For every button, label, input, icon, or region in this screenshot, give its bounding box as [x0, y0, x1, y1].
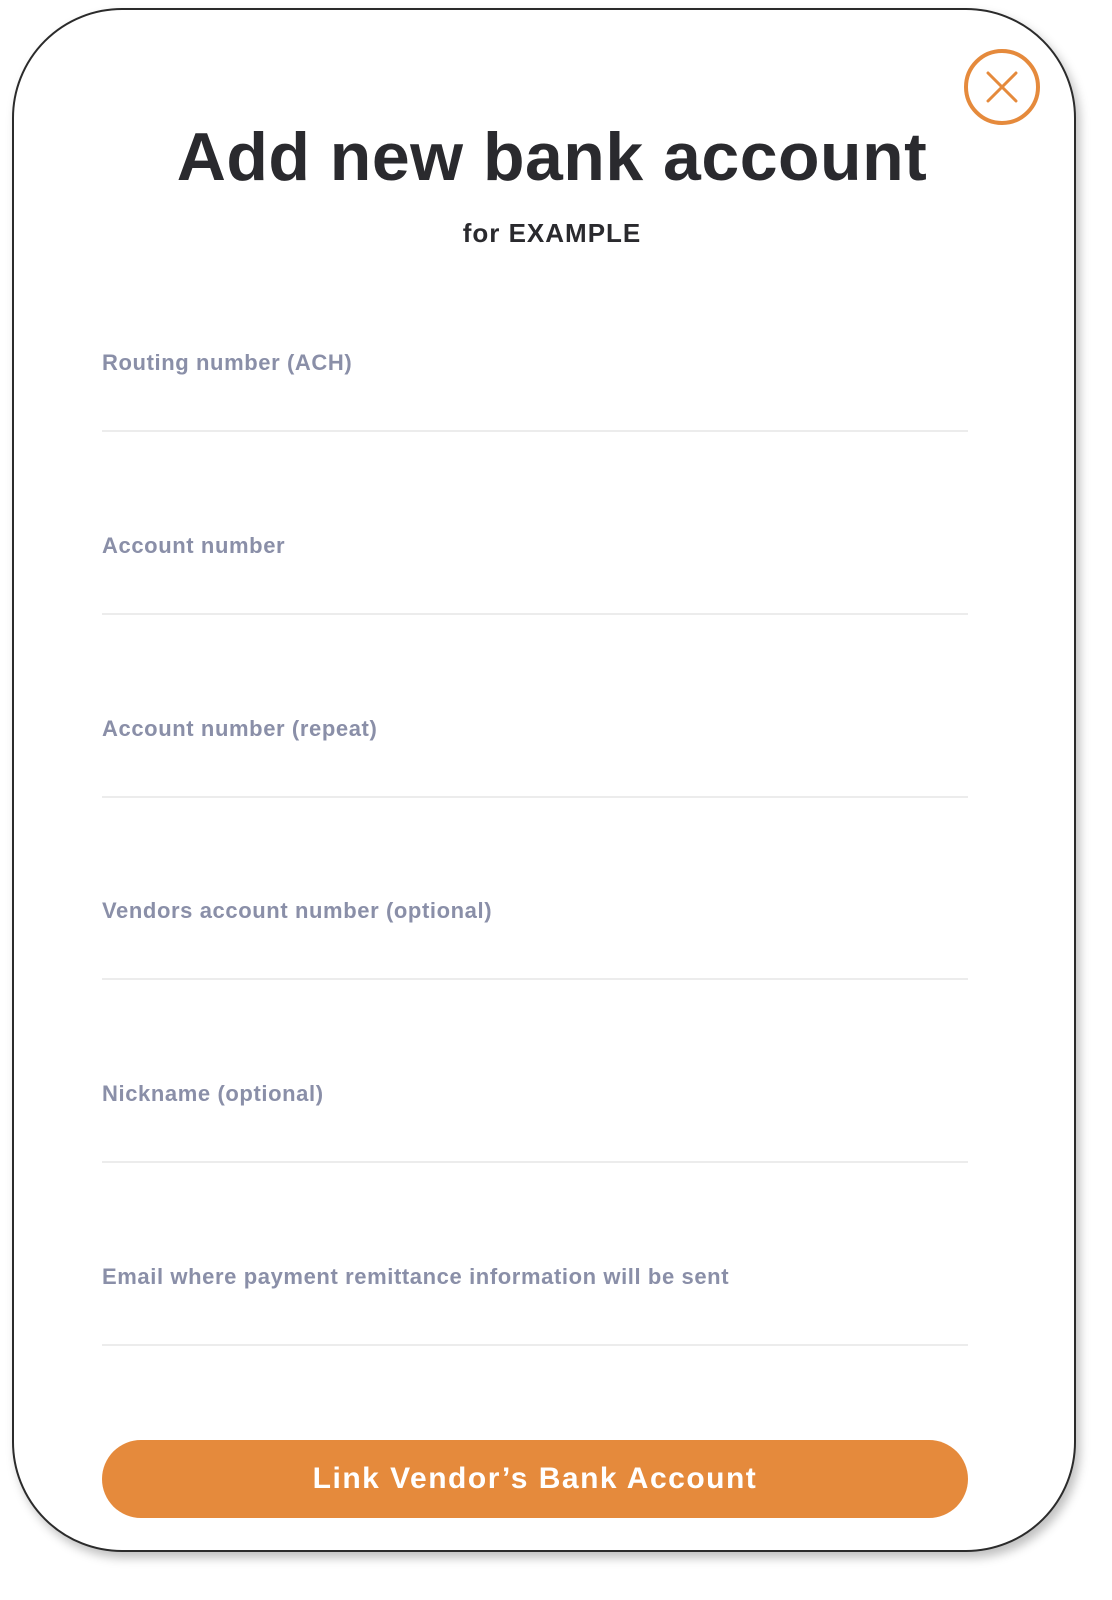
account-number-label: Account number [102, 533, 286, 558]
routing-number-input[interactable] [102, 386, 968, 432]
routing-number-field [102, 348, 970, 458]
nickname-field [102, 1079, 970, 1189]
account-number-repeat-field [102, 714, 970, 824]
remittance-email-field [102, 1262, 970, 1372]
vendors-account-number-field [102, 896, 970, 1006]
close-icon [985, 70, 1019, 104]
add-bank-account-modal [12, 8, 1076, 1552]
account-number-input[interactable] [102, 569, 968, 615]
modal-title: Add new bank account [176, 119, 928, 195]
nickname-label: Nickname (optional) [102, 1081, 324, 1106]
remittance-email-label: Email where payment remittance information will be sent [102, 1264, 730, 1289]
account-number-field [102, 531, 970, 641]
account-number-repeat-input[interactable] [102, 752, 968, 798]
remittance-email-input[interactable] [102, 1300, 968, 1346]
modal-subtitle: for EXAMPLE [462, 218, 642, 248]
link-bank-account-button[interactable]: Link Vendor’s Bank Account [102, 1440, 968, 1518]
routing-number-label: Routing number (ACH) [102, 350, 353, 375]
vendors-account-number-input[interactable] [102, 934, 968, 980]
nickname-input[interactable] [102, 1117, 968, 1163]
account-number-repeat-label: Account number (repeat) [102, 716, 378, 741]
vendors-account-number-label: Vendors account number (optional) [102, 898, 493, 923]
